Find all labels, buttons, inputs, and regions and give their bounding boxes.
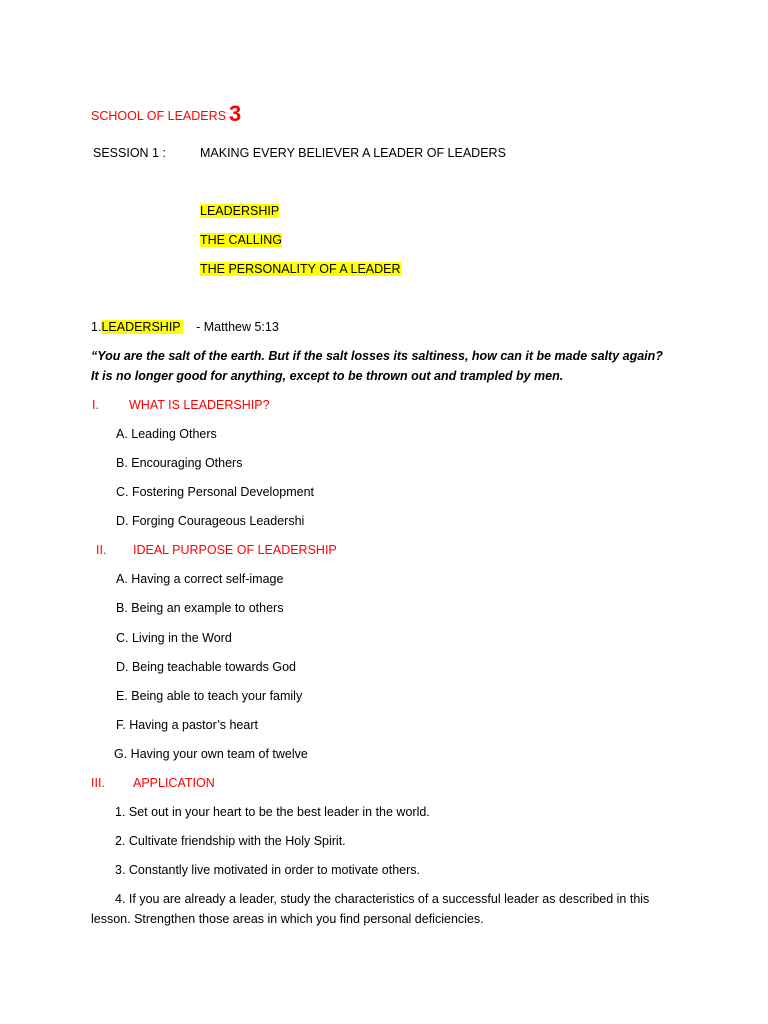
list-item: A. Having a correct self-image (116, 572, 284, 586)
application-item: 3. Constantly live motivated in order to motivate others. (115, 863, 421, 877)
topic-label: THE CALLING (200, 233, 282, 247)
scripture-reference: - Matthew 5:13 (196, 320, 279, 334)
scripture-quote: “You are the salt of the earth. But if the salt losses its saltiness, how can it be made salty again? It is no longer good for anything, except to be thrown out and trampled by men. (91, 349, 663, 383)
topic-label: THE PERSONALITY OF A LEADER (200, 262, 401, 276)
session-label: SESSION 1 : (93, 146, 166, 160)
topic-label: LEADERSHIP (200, 204, 280, 218)
section-title: LEADERSHIP (101, 320, 181, 334)
part-heading: APPLICATION (133, 776, 215, 790)
application-item: 2. Cultivate friendship with the Holy Spirit. (115, 834, 346, 848)
part-numeral: I. (92, 398, 99, 412)
list-item: E. Being able to teach your family (116, 689, 303, 703)
topic-item (200, 232, 282, 248)
list-item: A. Leading Others (116, 427, 217, 441)
list-item: G. Having your own team of twelve (114, 747, 308, 761)
list-item: D. Being teachable towards God (116, 660, 296, 674)
list-item: B. Being an example to others (116, 601, 284, 615)
list-item: B. Encouraging Others (116, 456, 243, 470)
list-item: C. Fostering Personal Development (116, 485, 315, 499)
application-item: 1. Set out in your heart to be the best leader in the world. (115, 805, 430, 819)
topic-item (200, 261, 401, 277)
list-item: C. Living in the Word (116, 631, 232, 645)
part-numeral: III. (91, 776, 105, 790)
document-title (91, 101, 242, 126)
title-number: 3 (229, 101, 242, 126)
application-item: 4. If you are already a leader, study the characteristics of a successful leader as described in this lesson. Strengthen those areas in which you find personal deficiencies. (91, 892, 650, 926)
part-heading: IDEAL PURPOSE OF LEADERSHIP (133, 543, 337, 557)
list-item: F. Having a pastor’s heart (116, 718, 258, 732)
topic-item (200, 203, 279, 219)
session-title: MAKING EVERY BELIEVER A LEADER OF LEADERS (200, 146, 506, 160)
title-text: SCHOOL OF LEADERS (91, 109, 226, 123)
section-number: 1. (91, 320, 102, 334)
part-heading: WHAT IS LEADERSHIP? (129, 398, 270, 412)
section-heading (91, 319, 279, 335)
list-item: D. Forging Courageous Leadershi (116, 514, 305, 528)
part-numeral: II. (96, 543, 107, 557)
